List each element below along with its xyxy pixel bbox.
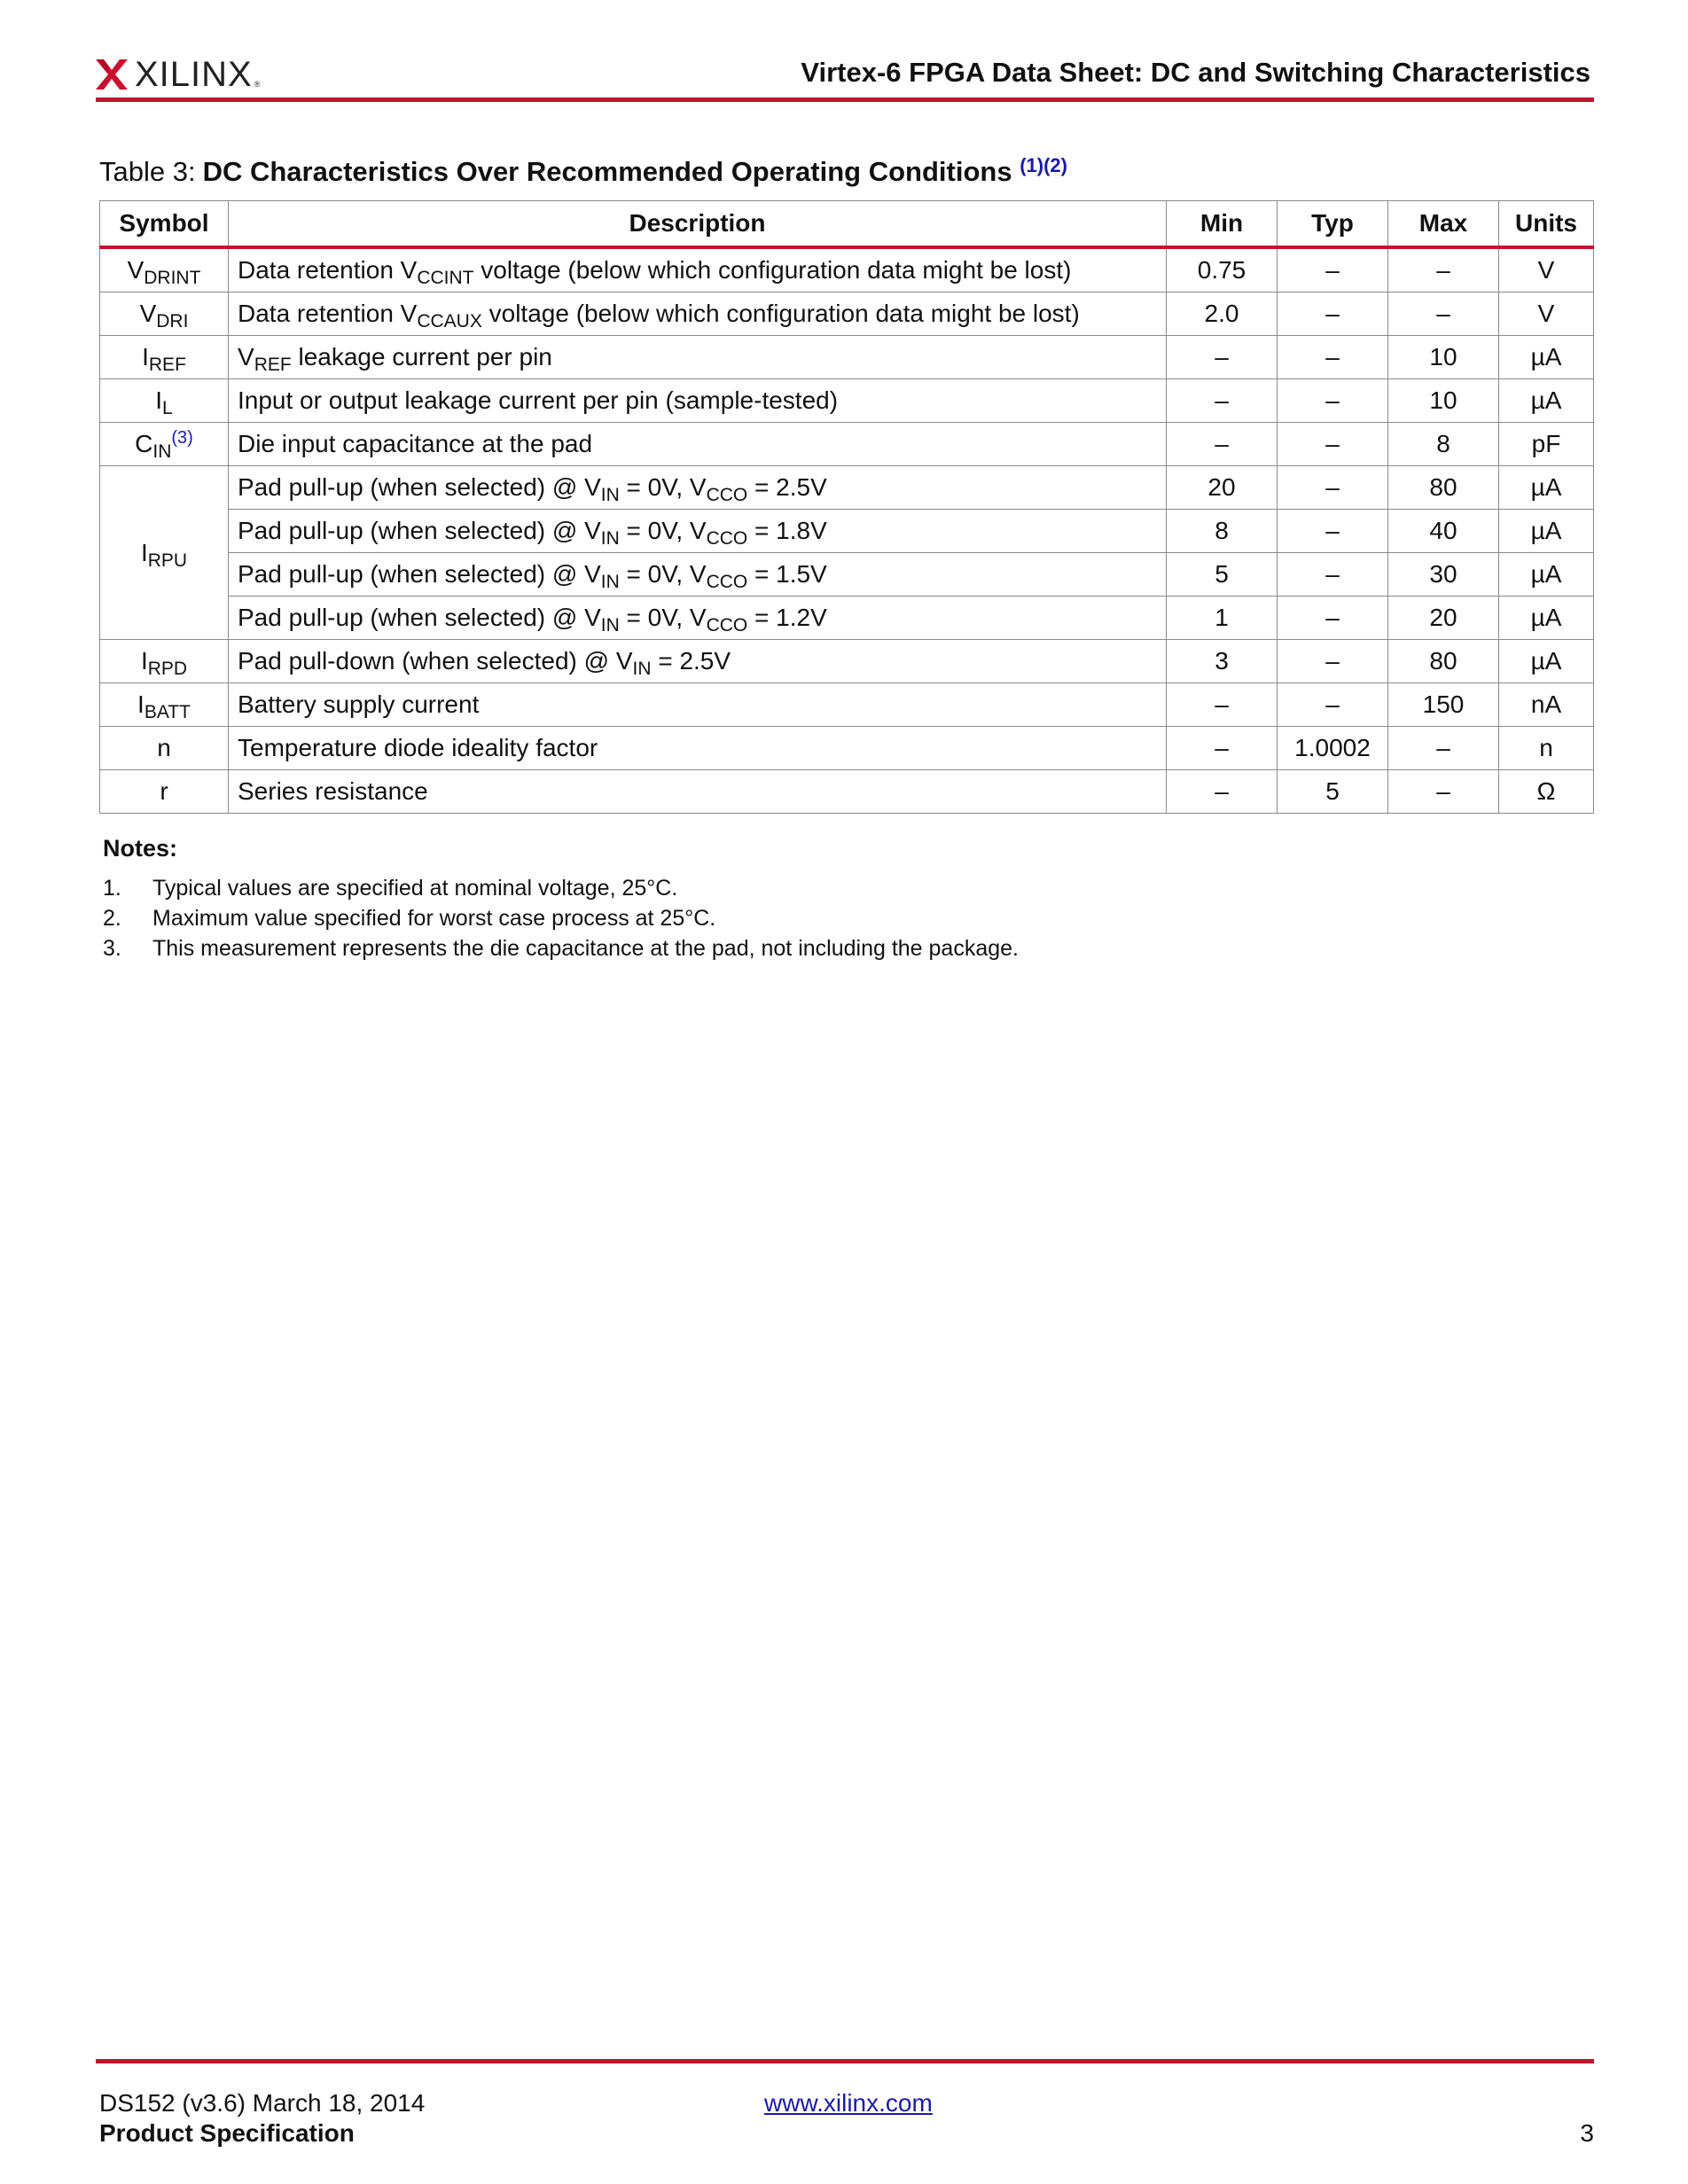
table-caption-title: DC Characteristics Over Recommended Operating Conditions xyxy=(202,156,1012,187)
description-cell xyxy=(229,292,1167,336)
col-header-typ: Typ xyxy=(1278,201,1388,248)
symbol-base: C xyxy=(135,430,153,457)
max-cell: – xyxy=(1388,770,1499,814)
min-cell: – xyxy=(1167,683,1278,727)
description-text: Pad pull-up (when selected) @ V xyxy=(238,517,601,544)
note-text: Maximum value specified for worst case process at 25°C. xyxy=(152,905,716,931)
min-cell: 3 xyxy=(1167,640,1278,683)
description-cell xyxy=(229,247,1167,292)
max-cell: 10 xyxy=(1388,379,1499,423)
max-cell: – xyxy=(1388,247,1499,292)
description-cell xyxy=(229,553,1167,597)
header-rule xyxy=(96,98,1594,102)
table-header-row xyxy=(100,201,1594,248)
description-subscript: IN xyxy=(600,485,620,505)
description-cell xyxy=(229,379,1167,423)
description-cell xyxy=(229,597,1167,640)
max-cell: 80 xyxy=(1388,466,1499,510)
description-cell xyxy=(229,727,1167,770)
min-cell: 0.75 xyxy=(1167,247,1278,292)
symbol-base: n xyxy=(157,734,171,761)
max-cell: 40 xyxy=(1388,510,1499,553)
symbol-base: I xyxy=(137,690,145,718)
description-cell xyxy=(229,423,1167,466)
col-header-min: Min xyxy=(1167,201,1278,248)
col-header-symbol: Symbol xyxy=(100,201,229,248)
typ-cell: 1.0002 xyxy=(1278,727,1388,770)
table-row xyxy=(100,510,1594,553)
min-cell: 8 xyxy=(1167,510,1278,553)
units-cell: V xyxy=(1499,292,1594,336)
units-cell: µA xyxy=(1499,466,1594,510)
min-cell: 2.0 xyxy=(1167,292,1278,336)
typ-cell: – xyxy=(1278,597,1388,640)
min-cell: 5 xyxy=(1167,553,1278,597)
symbol-cell xyxy=(100,770,229,814)
description-text: = 0V, V xyxy=(619,517,707,544)
description-text: = 1.8V xyxy=(747,517,827,544)
note-number: 2. xyxy=(103,905,121,931)
typ-cell: – xyxy=(1278,292,1388,336)
description-text: Pad pull-down (when selected) @ V xyxy=(238,647,633,675)
max-cell: 30 xyxy=(1388,553,1499,597)
description-text: Data retention V xyxy=(238,256,418,284)
footer-left xyxy=(99,2088,425,2149)
table-row xyxy=(100,423,1594,466)
note-number: 1. xyxy=(103,875,121,901)
min-cell: – xyxy=(1167,379,1278,423)
max-cell: 10 xyxy=(1388,336,1499,379)
max-cell: – xyxy=(1388,727,1499,770)
symbol-cell xyxy=(100,640,229,683)
description-text: leakage current per pin xyxy=(291,343,552,370)
symbol-cell xyxy=(100,423,229,466)
notes-title: Notes: xyxy=(103,835,178,862)
note-text: This measurement represents the die capacitance at the pad, not including the package. xyxy=(152,935,1019,961)
units-cell: µA xyxy=(1499,336,1594,379)
description-subscript: IN xyxy=(600,615,620,636)
symbol-subscript: REF xyxy=(148,355,186,375)
description-subscript: CCO xyxy=(706,615,748,636)
typ-cell: 5 xyxy=(1278,770,1388,814)
symbol-subscript: RPU xyxy=(147,550,188,571)
units-cell: n xyxy=(1499,727,1594,770)
symbol-subscript: DRI xyxy=(156,311,189,332)
col-header-max: Max xyxy=(1388,201,1499,248)
description-text: Pad pull-up (when selected) @ V xyxy=(238,560,601,588)
description-text: Data retention V xyxy=(238,300,418,327)
table-row xyxy=(100,379,1594,423)
description-cell xyxy=(229,466,1167,510)
description-cell xyxy=(229,640,1167,683)
symbol-base: I xyxy=(155,386,163,414)
description-text: Input or output leakage current per pin (sample-tested) xyxy=(238,386,839,414)
table-body xyxy=(100,247,1594,814)
logo-wordmark: XILINX xyxy=(135,55,253,94)
symbol-cell xyxy=(100,247,229,292)
note-number: 3. xyxy=(103,935,121,961)
table-caption-refs[interactable]: (1)(2) xyxy=(1020,154,1067,176)
typ-cell: – xyxy=(1278,683,1388,727)
table-row xyxy=(100,727,1594,770)
description-subscript: IN xyxy=(600,572,620,592)
dc-characteristics-table xyxy=(99,200,1594,814)
table-row xyxy=(100,597,1594,640)
note-item xyxy=(103,903,1019,933)
note-text: Typical values are specified at nominal voltage, 25°C. xyxy=(152,875,678,901)
description-text: Die input capacitance at the pad xyxy=(238,430,593,457)
min-cell: 1 xyxy=(1167,597,1278,640)
symbol-subscript: DRINT xyxy=(144,268,201,288)
description-text: Pad pull-up (when selected) @ V xyxy=(238,473,601,501)
min-cell: – xyxy=(1167,336,1278,379)
symbol-base: V xyxy=(127,256,145,284)
description-text: voltage (below which configuration data might be lost) xyxy=(473,256,1072,284)
description-text: = 1.2V xyxy=(747,604,827,631)
units-cell: µA xyxy=(1499,510,1594,553)
page-number: 3 xyxy=(1580,2119,1594,2147)
typ-cell: – xyxy=(1278,247,1388,292)
typ-cell: – xyxy=(1278,553,1388,597)
symbol-cell xyxy=(100,336,229,379)
description-subscript: IN xyxy=(600,528,620,549)
footer-rule xyxy=(96,2059,1594,2063)
table-row xyxy=(100,640,1594,683)
notes-section xyxy=(103,835,1019,963)
symbol-note-ref[interactable]: (3) xyxy=(171,428,193,448)
units-cell: µA xyxy=(1499,553,1594,597)
max-cell: 20 xyxy=(1388,597,1499,640)
max-cell: 80 xyxy=(1388,640,1499,683)
typ-cell: – xyxy=(1278,379,1388,423)
description-text: Pad pull-up (when selected) @ V xyxy=(238,604,601,631)
max-cell: 150 xyxy=(1388,683,1499,727)
description-cell xyxy=(229,336,1167,379)
symbol-cell xyxy=(100,292,229,336)
symbol-subscript: BATT xyxy=(144,702,191,722)
units-cell: µA xyxy=(1499,597,1594,640)
description-subscript: REF xyxy=(254,355,292,375)
table-row xyxy=(100,466,1594,510)
symbol-cell xyxy=(100,466,229,640)
footer-doc-id: DS152 (v3.6) March 18, 2014 xyxy=(99,2089,426,2117)
table-caption-label: Table 3: xyxy=(99,156,196,187)
logo-registered-mark: ® xyxy=(254,80,261,89)
symbol-cell xyxy=(100,727,229,770)
xilinx-mark-icon xyxy=(96,59,128,90)
table-row xyxy=(100,553,1594,597)
symbol-cell xyxy=(100,683,229,727)
col-header-units: Units xyxy=(1499,201,1594,248)
document-title: Virtex-6 FPGA Data Sheet: DC and Switching Characteristics xyxy=(801,57,1590,88)
max-cell: 8 xyxy=(1388,423,1499,466)
symbol-base: V xyxy=(139,300,157,327)
description-cell xyxy=(229,770,1167,814)
table-row xyxy=(100,292,1594,336)
description-text: Battery supply current xyxy=(238,690,480,718)
table-row xyxy=(100,683,1594,727)
min-cell: – xyxy=(1167,727,1278,770)
symbol-cell xyxy=(100,379,229,423)
units-cell: nA xyxy=(1499,683,1594,727)
typ-cell: – xyxy=(1278,336,1388,379)
description-text: = 0V, V xyxy=(619,473,707,501)
units-cell: Ω xyxy=(1499,770,1594,814)
col-header-description: Description xyxy=(229,201,1167,248)
units-cell: µA xyxy=(1499,640,1594,683)
min-cell: – xyxy=(1167,770,1278,814)
description-text: = 0V, V xyxy=(619,560,707,588)
units-cell: V xyxy=(1499,247,1594,292)
description-subscript: CCO xyxy=(706,528,748,549)
description-subscript: CCO xyxy=(706,572,748,592)
footer-spec: Product Specification xyxy=(99,2119,355,2147)
description-text: = 2.5V xyxy=(747,473,827,501)
symbol-base: I xyxy=(140,647,148,675)
description-text: = 1.5V xyxy=(747,560,827,588)
description-subscript: IN xyxy=(632,659,652,679)
table-caption xyxy=(99,154,1067,188)
table-row xyxy=(100,247,1594,292)
typ-cell: – xyxy=(1278,466,1388,510)
symbol-base: I xyxy=(140,538,148,566)
symbol-base: r xyxy=(160,777,168,805)
description-subscript: CCINT xyxy=(417,268,474,288)
description-subscript: CCO xyxy=(706,485,748,505)
typ-cell: – xyxy=(1278,640,1388,683)
max-cell: – xyxy=(1388,292,1499,336)
symbol-subscript: L xyxy=(162,398,173,418)
description-text: voltage (below which configuration data might be lost) xyxy=(481,300,1080,327)
table-row xyxy=(100,770,1594,814)
description-text: V xyxy=(238,343,254,370)
units-cell: pF xyxy=(1499,423,1594,466)
description-text: Series resistance xyxy=(238,777,428,805)
min-cell: 20 xyxy=(1167,466,1278,510)
description-text: = 0V, V xyxy=(619,604,707,631)
symbol-subscript: RPD xyxy=(147,659,188,679)
xilinx-logo xyxy=(96,55,260,94)
symbol-subscript: IN xyxy=(152,441,172,462)
description-text: = 2.5V xyxy=(651,647,731,675)
description-text: Temperature diode ideality factor xyxy=(238,734,598,761)
typ-cell: – xyxy=(1278,423,1388,466)
note-item xyxy=(103,933,1019,963)
footer-website-link[interactable]: www.xilinx.com xyxy=(764,2089,933,2117)
typ-cell: – xyxy=(1278,510,1388,553)
symbol-base: I xyxy=(142,343,149,370)
table-row xyxy=(100,336,1594,379)
units-cell: µA xyxy=(1499,379,1594,423)
description-subscript: CCAUX xyxy=(417,311,482,332)
note-item xyxy=(103,873,1019,903)
min-cell: – xyxy=(1167,423,1278,466)
description-cell xyxy=(229,510,1167,553)
description-cell xyxy=(229,683,1167,727)
